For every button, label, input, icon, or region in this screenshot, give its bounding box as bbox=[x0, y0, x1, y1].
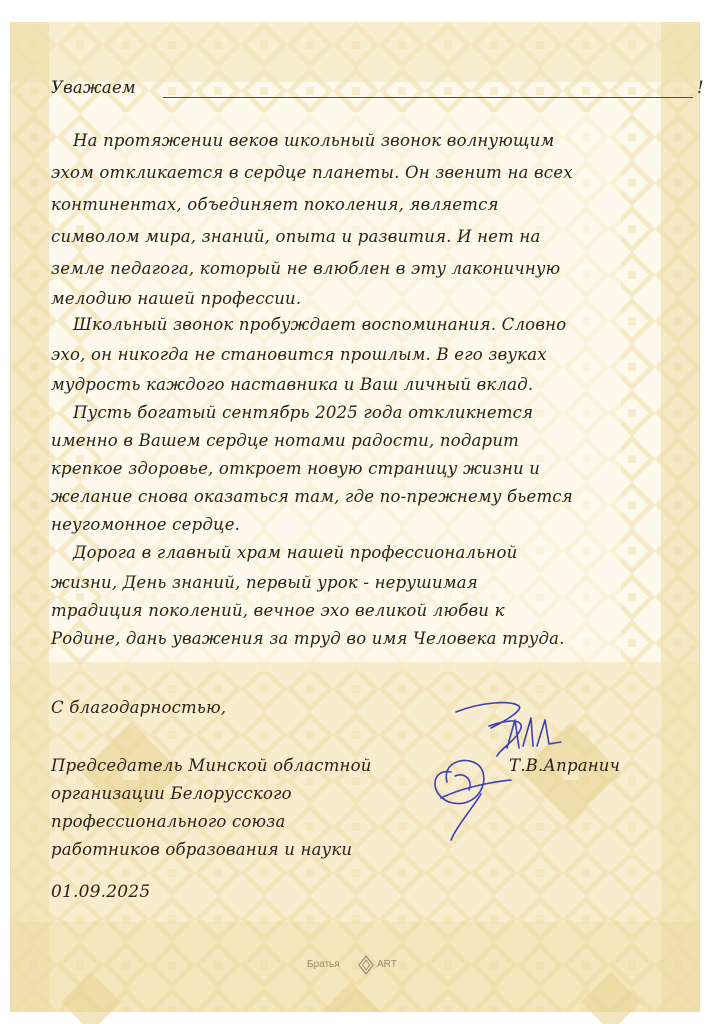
brand-right: ART bbox=[377, 959, 397, 970]
body-line: именно в Вашем сердце нотами радости, подарит bbox=[51, 431, 519, 450]
signer-name: Т.В.Апранич bbox=[509, 756, 621, 775]
salutation-word: Уважаем bbox=[51, 78, 136, 97]
salutation bbox=[51, 78, 704, 104]
body-line: континентах, объединяет поколения, является bbox=[51, 195, 499, 214]
letter-date: 01.09.2025 bbox=[51, 882, 151, 902]
recipient-blank-line bbox=[163, 97, 693, 98]
brand-emblem-icon bbox=[357, 954, 375, 976]
body-line: мелодию нашей профессии. bbox=[51, 289, 302, 308]
signer-title-line: организации Белорусского bbox=[51, 784, 292, 803]
letter-sheet bbox=[10, 22, 704, 1012]
body-line: мудрость каждого наставника и Ваш личный вклад. bbox=[51, 375, 534, 394]
body-line: символом мира, знаний, опыта и развития. И нет на bbox=[51, 227, 541, 246]
body-line: жизни, День знаний, первый урок - нерушимая bbox=[51, 573, 478, 592]
publisher-logo bbox=[307, 954, 407, 978]
body-line: земле педагога, который не влюблен в эту лаконичную bbox=[51, 259, 561, 278]
signer-title-line: работников образования и науки bbox=[51, 840, 353, 859]
signer-title-line: Председатель Минской областной bbox=[51, 756, 372, 775]
body-line: эхом откликается в сердце планеты. Он звенит на всех bbox=[51, 163, 573, 182]
body-line: эхо, он никогда не становится прошлым. В его звуках bbox=[51, 345, 547, 364]
body-line: На протяжении веков школьный звонок волнующим bbox=[73, 131, 555, 150]
body-line: неугомонное сердце. bbox=[51, 515, 241, 534]
body-line: Пусть богатый сентябрь 2025 года откликнется bbox=[73, 403, 534, 422]
brand-left: Братья bbox=[307, 959, 340, 970]
body-line: Родине, дань уважения за труд во имя Человека труда. bbox=[51, 629, 565, 648]
body-line: Дорога в главный храм нашей профессиональной bbox=[73, 543, 518, 562]
body-line: традиция поколений, вечное эхо великой любви к bbox=[51, 601, 505, 620]
salutation-exclamation: ! bbox=[697, 78, 704, 97]
closing-phrase: С благодарностью, bbox=[51, 698, 227, 717]
body-line: крепкое здоровье, откроет новую страницу жизни и bbox=[51, 459, 541, 478]
body-line: Школьный звонок пробуждает воспоминания. Словно bbox=[73, 315, 567, 334]
signer-title-line: профессионального союза bbox=[51, 812, 286, 831]
body-line: желание снова оказаться там, где по-прежнему бьется bbox=[51, 487, 573, 506]
